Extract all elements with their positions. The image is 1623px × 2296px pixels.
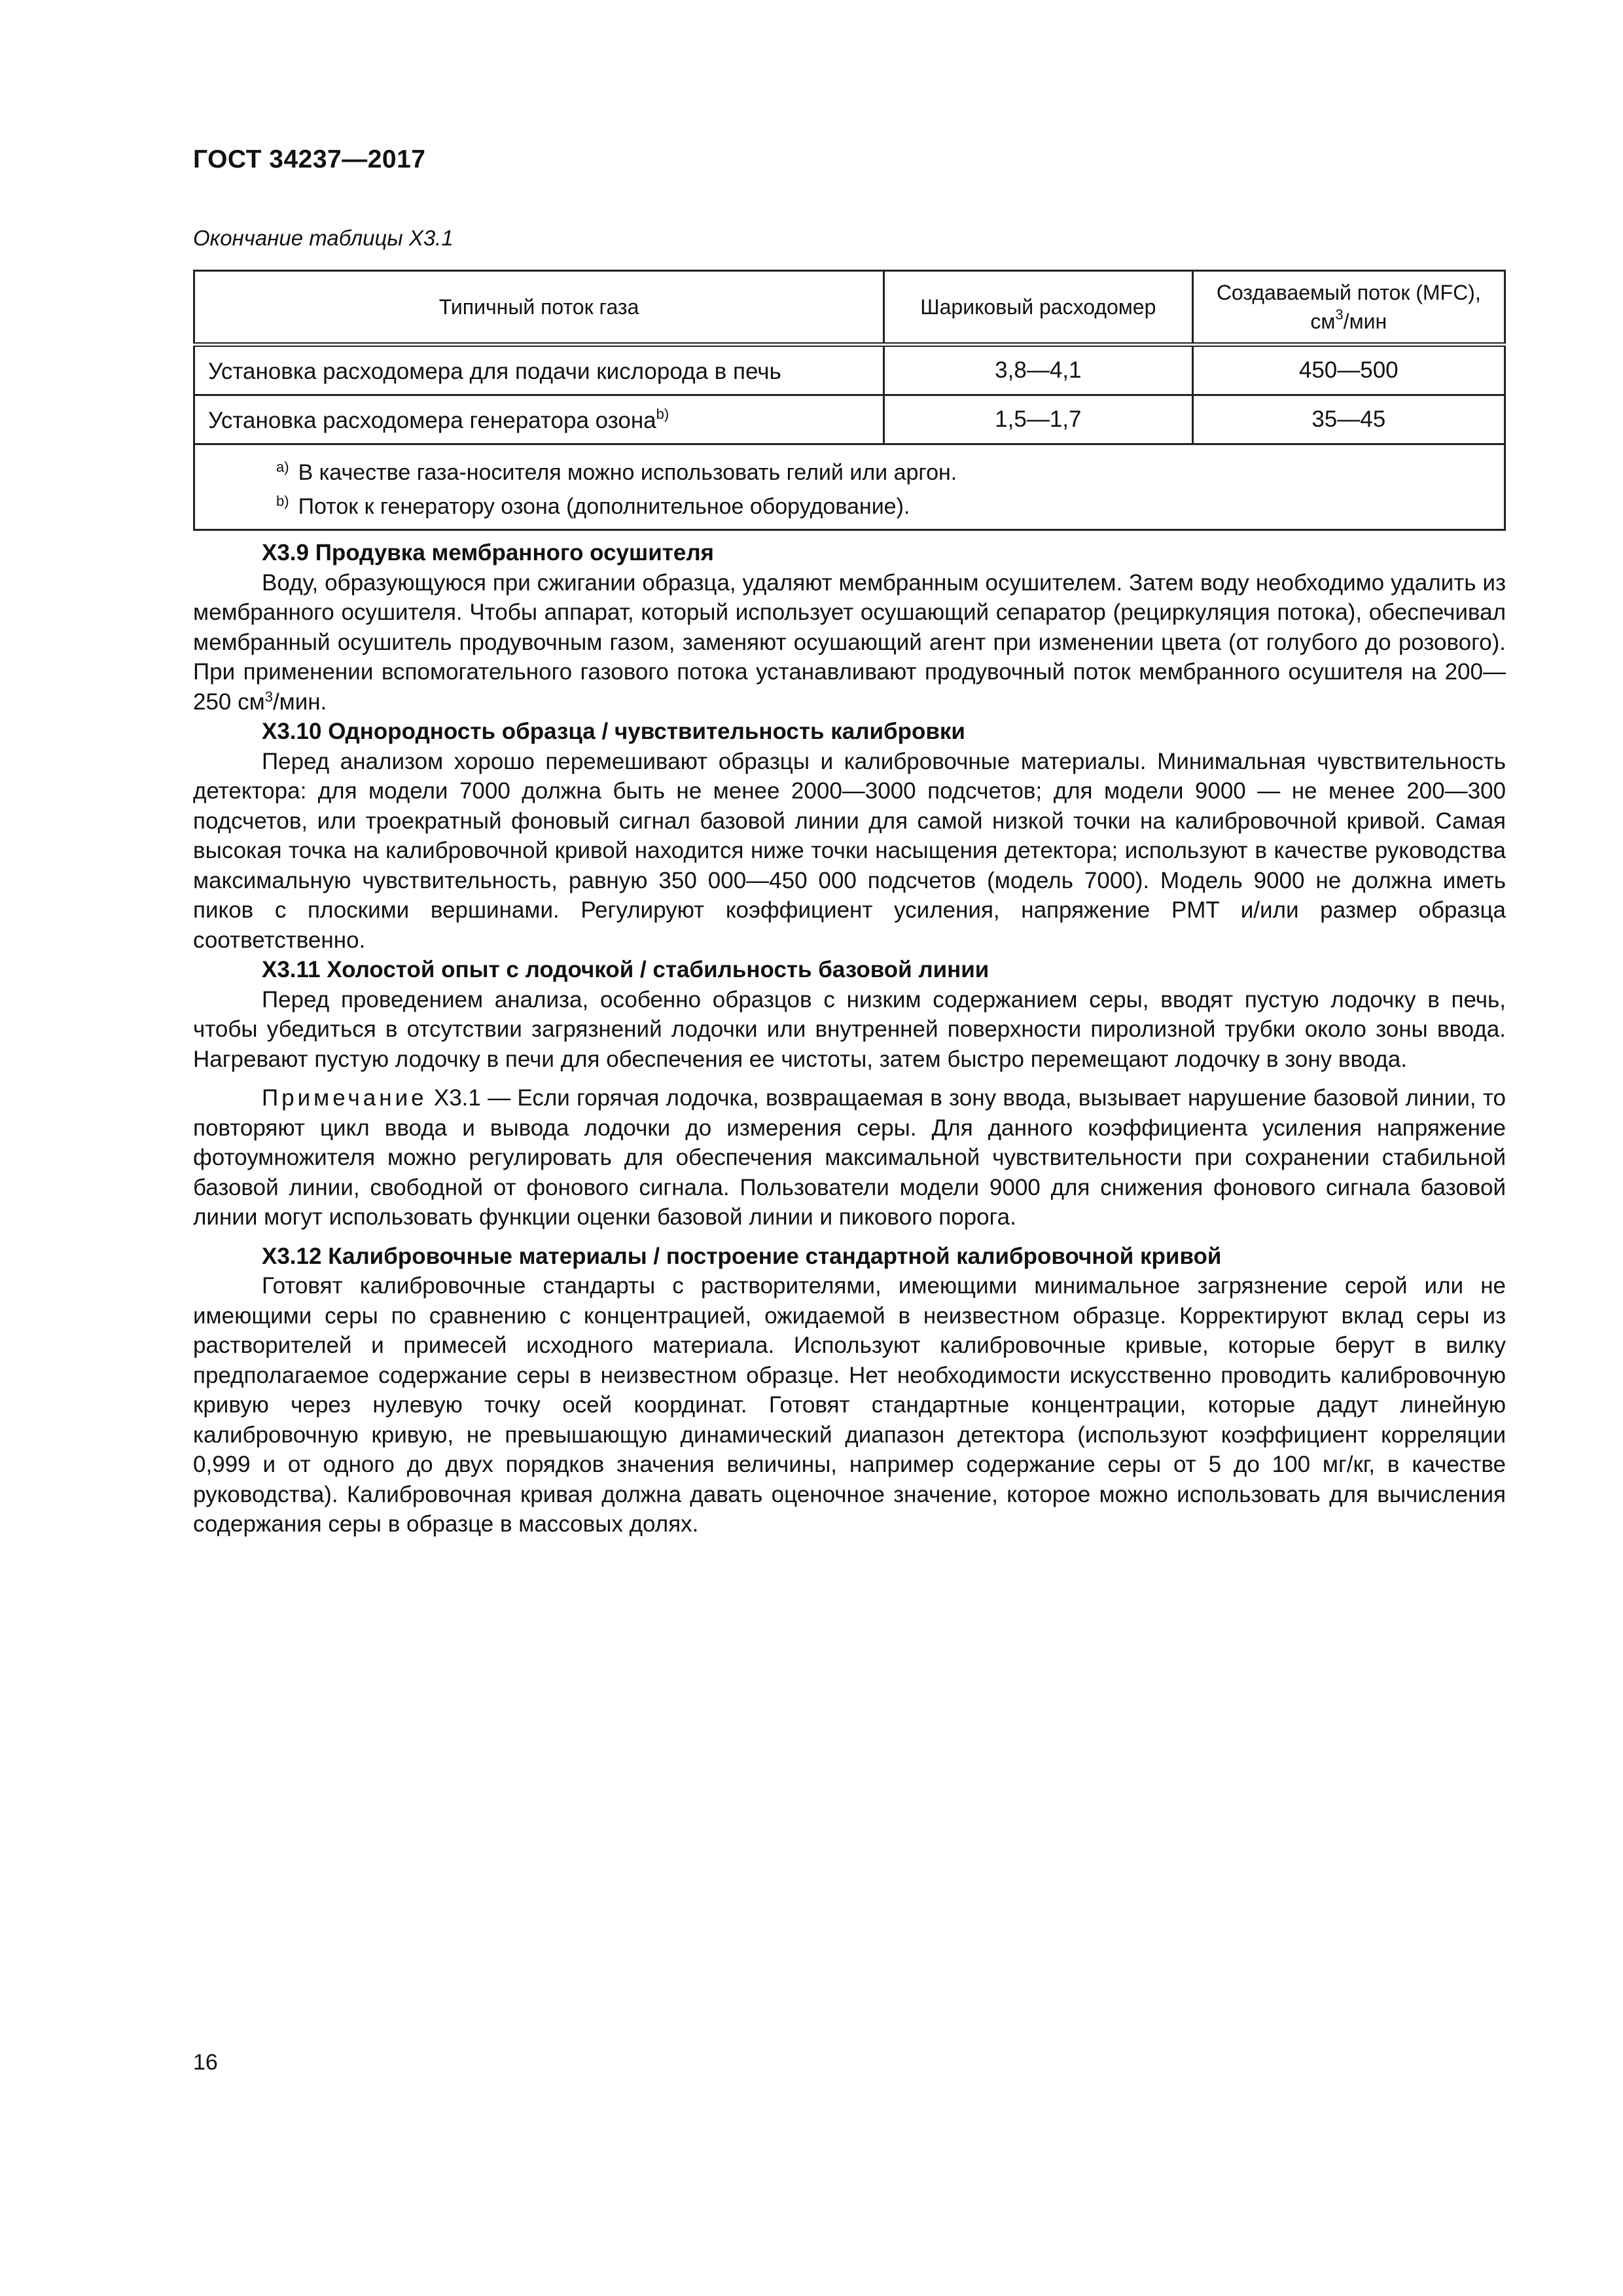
row-name-sup: b) — [656, 405, 669, 422]
paragraph-tail: /мин. — [272, 689, 327, 715]
unit-superscript: 3 — [264, 688, 273, 705]
cell-gas-flow — [194, 345, 884, 395]
paragraph-x3-9 — [193, 568, 1506, 717]
table-notes — [194, 444, 1505, 530]
note-text: В качестве газа-носителя можно использовать гелий или аргон. — [298, 460, 957, 485]
flow-table — [193, 270, 1506, 531]
table-notes-row — [194, 444, 1505, 530]
cell-ball-flowmeter: 3,8—4,1 — [884, 345, 1192, 395]
table-row — [194, 395, 1505, 444]
mfc-header-unit-post: /мин — [1343, 310, 1387, 333]
table-note-a — [276, 453, 1491, 487]
cell-mfc: 35—45 — [1192, 395, 1505, 444]
row-name: Установка расходомера для подачи кислорода в печь — [208, 358, 781, 384]
note-body: Х3.1 — Если горячая лодочка, возвращаемая в зону ввода, вызывает нарушение базовой линии, то повторяют цикл ввода и вывода лодочки до измерения серы. Для данного коэффициента усиления напряжение фотоумножителя можно регулировать для обеспечения максимальной чувствительности при сохранении стабильной базовой линии, свободной от фонового сигнала. Пользователи модели 9000 для снижения фонового сигнала базовой линии могут использовать функции оценки базовой линии и пикового порога. — [193, 1085, 1506, 1230]
mfc-header-unit-pre: см — [1310, 310, 1336, 333]
page-number: 16 — [193, 2050, 218, 2075]
section-heading-x3-10: Х3.10 Однородность образца / чувствительность калибровки — [262, 719, 965, 744]
section-heading-x3-11: Х3.11 Холостой опыт с лодочкой / стабильность базовой линии — [262, 957, 990, 982]
column-header-ball-flowmeter: Шариковый расходомер — [884, 271, 1192, 345]
table-caption: Окончание таблицы Х3.1 — [193, 226, 454, 250]
note-label: Примечание — [262, 1085, 427, 1111]
cell-gas-flow — [194, 395, 884, 444]
row-name: Установка расходомера генератора озона — [208, 407, 656, 433]
paragraph-x3-10: Перед анализом хорошо перемешивают образцы и калибровочные материалы. Минимальная чувствительность детектора: для модели 7000 должна быть не менее 2000—3000 подсчетов; для модели 9000 — не менее 200—300 подсчетов, или троекратный фоновый сигнал базовой линии для самой низкой точки на калибровочной кривой. Самая высокая точка на калибровочной кривой находится ниже точки насыщения детектора; используют в качестве руководства максимальную чувствительность, равную 350 000—450 000 подсчетов (модель 7000). Модель 9000 не должна иметь пиков с плоскими вершинами. Регулируют коэффициент усиления, напряжение PMT и/или размер образца соответственно. — [193, 748, 1506, 953]
cell-mfc: 450—500 — [1192, 345, 1505, 395]
table-header-row — [194, 271, 1505, 345]
table-row — [194, 345, 1505, 395]
mfc-header-main: Создаваемый поток (MFC), — [1216, 281, 1481, 304]
paragraph-x3-11: Перед проведением анализа, особенно образцов с низким содержанием серы, вводят пустую лодочку в печь, чтобы убедиться в отсутствии загрязнений лодочки или внутренней поверхности пиролизной трубки около зоны ввода. Нагревают пустую лодочку в печи для обеспечения ее чистоты, затем быстро перемещают лодочку в зону ввода. — [193, 986, 1506, 1072]
section-heading-x3-9: Х3.9 Продувка мембранного осушителя — [262, 540, 714, 565]
column-header-gas-flow: Типичный поток газа — [194, 271, 884, 345]
note-mark: b) — [276, 493, 289, 509]
column-header-mfc — [1192, 271, 1505, 345]
note-x3-1 — [193, 1083, 1506, 1232]
section-heading-x3-12: Х3.12 Калибровочные материалы / построение стандартной калибровочной кривой — [262, 1243, 1222, 1269]
mfc-header-unit-sup: 3 — [1335, 306, 1344, 323]
document-body — [193, 538, 1506, 1539]
note-mark: a) — [276, 459, 289, 475]
paragraph-text: Воду, образующуюся при сжигании образца, удаляют мембранным осушителем. Затем воду необходимо удалить из мембранного осушителя. Чтобы аппарат, который использует осушающий сепаратор (рециркуляция потока), обеспечивал мембранный осушитель продувочным газом, заменяют осушающий агент при изменении цвета (от голубого до розового). При применении вспомогательного газового потока устанавливают продувочный поток мембранного осушителя на 200—250 см — [193, 569, 1506, 715]
paragraph-x3-12: Готовят калибровочные стандарты с растворителями, имеющими минимальное загрязнение серой или не имеющими серы по сравнению с концентрацией, ожидаемой в неизвестном образце. Корректируют вклад серы из растворителей и примесей исходного материала. Используют калибровочные кривые, которые берут в вилку предполагаемое содержание серы в неизвестном образце. Нет необходимости искусственно проводить калибровочную кривую через нулевую точку осей координат. Готовят стандартные концентрации, которые дадут линейную калибровочную кривую, не превышающую динамический диапазон детектора (используют коэффициент корреляции 0,999 и от одного до двух порядков значения величины, например содержание серы от 5 до 100 мг/кг, в качестве руководства). Калибровочная кривая должна давать оценочное значение, которое можно использовать для вычисления содержания серы в образце в массовых долях. — [193, 1273, 1506, 1537]
table-note-b — [276, 487, 1491, 521]
cell-ball-flowmeter: 1,5—1,7 — [884, 395, 1192, 444]
note-text: Поток к генератору озона (дополнительное оборудование). — [298, 494, 910, 519]
document-header: ГОСТ 34237—2017 — [193, 145, 426, 173]
